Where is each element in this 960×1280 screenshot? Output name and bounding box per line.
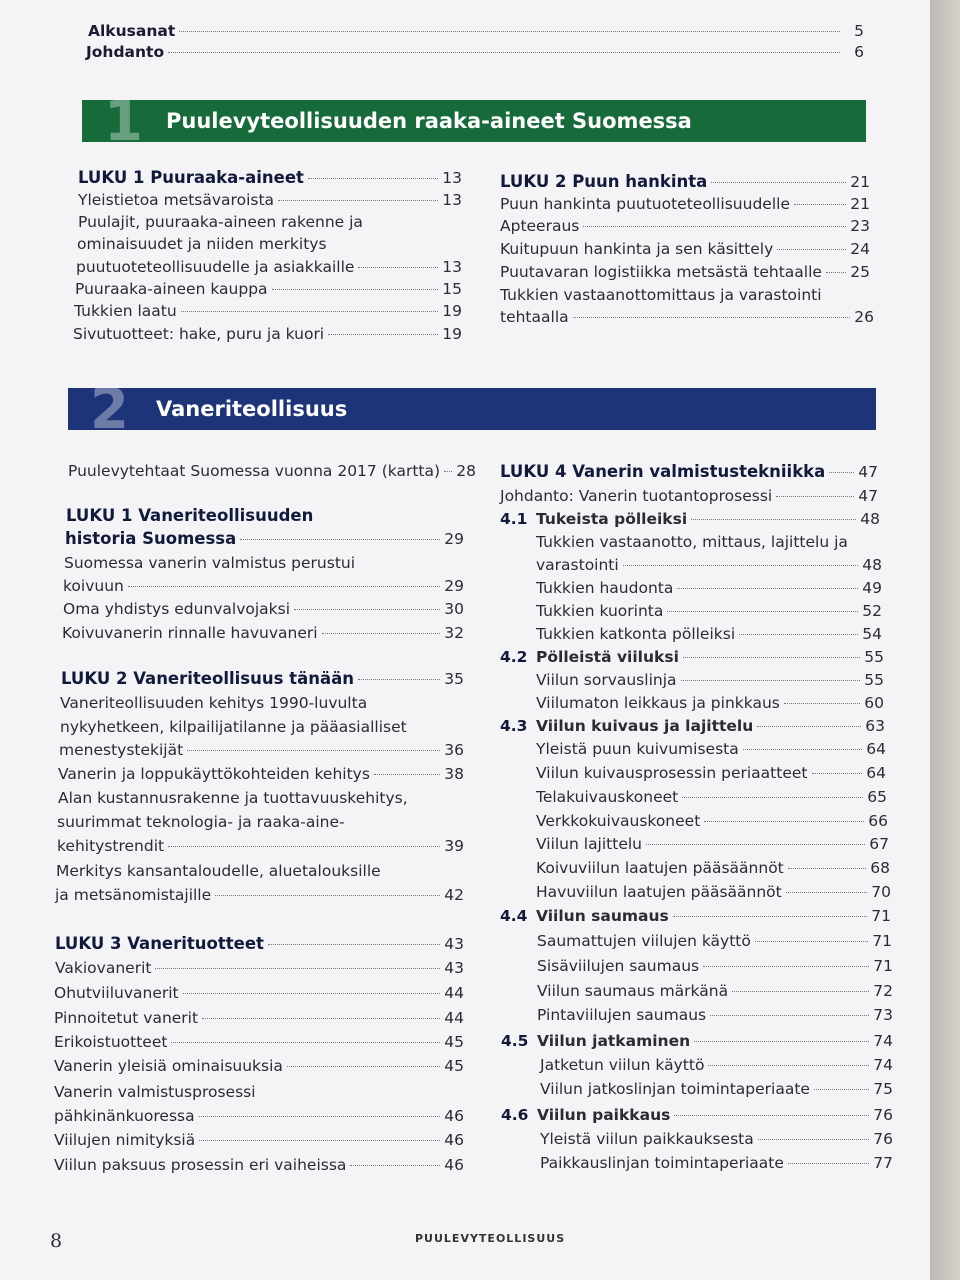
toc-entry: Koivuviilun laatujen pääsäännöt 68 <box>536 859 890 877</box>
toc-entry-line: Puulajit, puuraaka-aineen rakenne ja <box>78 213 363 231</box>
page-number: 8 <box>50 1230 63 1252</box>
part-title: Puulevyteollisuuden raaka-aineet Suomessa <box>166 109 692 133</box>
toc-entry-line: Vaneriteollisuuden kehitys 1990-luvulta <box>60 694 368 712</box>
toc-entry: Puutavaran logistiikka metsästä tehtaalle 25 <box>500 263 870 281</box>
toc-entry-johdanto: Johdanto 6 <box>86 43 864 61</box>
toc-entry: koivuun 29 <box>63 577 464 595</box>
toc-entry: Puun hankinta puutuoteteollisuudelle 21 <box>500 195 870 213</box>
toc-entry: Paikkauslinjan toimintaperiaate 77 <box>540 1154 893 1172</box>
toc-chapter: LUKU 2 Puun hankinta 21 <box>500 172 870 191</box>
toc-chapter: historia Suomessa 29 <box>65 529 464 548</box>
toc-entry: Tukkien katkonta pölleiksi 54 <box>536 625 882 643</box>
toc-entry-line: Merkitys kansantaloudelle, aluetalouksille <box>56 862 381 880</box>
toc-entry-alkusanat: Alkusanat 5 <box>88 22 864 40</box>
page-edge <box>930 0 960 1280</box>
toc-entry: puutuoteteollisuudelle ja asiakkaille 13 <box>76 258 462 276</box>
toc-entry: Viilumaton leikkaus ja pinkkaus 60 <box>536 694 884 712</box>
toc-entry: Puulevytehtaat Suomessa vuonna 2017 (kartta) 28 <box>68 462 477 480</box>
toc-section: 4.4 Viilun saumaus 71 <box>500 907 891 925</box>
running-footer-title: PUULEVYTEOLLISUUS <box>415 1232 566 1245</box>
toc-entry: Erikoistuotteet 45 <box>54 1033 464 1051</box>
toc-entry: Viilun sorvauslinja 55 <box>536 671 884 689</box>
toc-entry: Viilun kuivausprosessin periaatteet 64 <box>536 764 886 782</box>
toc-entry: Pintaviilujen saumaus 73 <box>537 1006 893 1024</box>
toc-entry-line: Tukkien vastaanottomittaus ja varastointi <box>500 286 822 304</box>
toc-chapter: LUKU 3 Vanerituotteet 43 <box>55 934 464 953</box>
part-title: Vaneriteollisuus <box>156 397 348 421</box>
toc-entry: Vanerin ja loppukäyttökohteiden kehitys 38 <box>58 765 464 783</box>
toc-entry-line: Alan kustannusrakenne ja tuottavuuskehitys, <box>58 789 408 807</box>
toc-entry: Kuitupuun hankinta ja sen käsittely 24 <box>500 240 870 258</box>
toc-section: 4.5 Viilun jatkaminen 74 <box>501 1032 893 1050</box>
toc-entry: Puuraaka-aineen kauppa 15 <box>75 280 462 298</box>
toc-entry: Oma yhdistys edunvalvojaksi 30 <box>63 600 464 618</box>
toc-entry: Verkkokuivauskoneet 66 <box>536 812 888 830</box>
toc-entry: Saumattujen viilujen käyttö 71 <box>537 932 892 950</box>
toc-entry-line: suurimmat teknologia- ja raaka-aine- <box>57 813 345 831</box>
toc-entry: Vanerin yleisiä ominaisuuksia 45 <box>54 1057 464 1075</box>
toc-entry: Viilun lajittelu 67 <box>536 835 889 853</box>
toc-chapter: LUKU 1 Puuraaka-aineet 13 <box>78 168 462 187</box>
toc-entry-line: Vanerin valmistusprosessi <box>54 1083 256 1101</box>
part-1-banner <box>82 89 866 154</box>
toc-section: 4.2 Pölleistä viiluksi 55 <box>500 648 884 666</box>
toc-entry: kehitystrendit 39 <box>57 837 464 855</box>
toc-entry-line: Tukkien vastaanotto, mittaus, lajittelu ja <box>536 533 848 551</box>
toc-entry: Tukkien haudonta 49 <box>536 579 882 597</box>
toc-entry: Koivuvanerin rinnalle havuvaneri 32 <box>62 624 464 642</box>
toc-entry: Jatketun viilun käyttö 74 <box>540 1056 893 1074</box>
toc-entry: Yleistä puun kuivumisesta 64 <box>536 740 886 758</box>
toc-entry: Ohutviiluvanerit 44 <box>54 984 464 1002</box>
toc-entry: Pinnoitetut vanerit 44 <box>54 1009 464 1027</box>
part-number: 2 <box>90 377 129 442</box>
toc-entry: Sisäviilujen saumaus 71 <box>537 957 893 975</box>
toc-entry: ja metsänomistajille 42 <box>55 886 464 904</box>
toc-section: 4.3 Viilun kuivaus ja lajittelu 63 <box>500 717 885 735</box>
toc-section: 4.6 Viilun paikkaus 76 <box>501 1106 893 1124</box>
toc-entry: Viilujen nimityksiä 46 <box>54 1131 464 1149</box>
toc-entry-line: ominaisuudet ja niiden merkitys <box>77 235 327 253</box>
toc-entry: varastointi 48 <box>536 556 882 574</box>
toc-entry: Havuviilun laatujen pääsäännöt 70 <box>536 883 891 901</box>
toc-section: 4.1 Tukeista pölleiksi 48 <box>500 510 880 528</box>
toc-chapter-line: LUKU 1 Vaneriteollisuuden <box>66 506 314 525</box>
toc-entry: Apteeraus 23 <box>500 217 870 235</box>
toc-entry: Johdanto: Vanerin tuotantoprosessi 47 <box>500 487 878 505</box>
toc-chapter: LUKU 4 Vanerin valmistustekniikka 47 <box>500 462 878 481</box>
toc-entry: Yleistietoa metsävaroista 13 <box>78 191 462 209</box>
toc-entry: Sivutuotteet: hake, puru ja kuori 19 <box>73 325 462 343</box>
toc-entry: Vakiovanerit 43 <box>55 959 464 977</box>
toc-entry: Viilun paksuus prosessin eri vaiheissa 46 <box>54 1156 464 1174</box>
toc-entry: Viilun saumaus märkänä 72 <box>537 982 893 1000</box>
toc-entry: menestystekijät 36 <box>59 741 464 759</box>
toc-entry: pähkinänkuoressa 46 <box>54 1107 464 1125</box>
toc-entry-line: nykyhetkeen, kilpailijatilanne ja pääasialliset <box>60 718 407 736</box>
part-number: 1 <box>104 89 143 154</box>
toc-entry: Yleistä viilun paikkauksesta 76 <box>540 1130 893 1148</box>
toc-entry: Tukkien kuorinta 52 <box>536 602 882 620</box>
toc-entry: Tukkien laatu 19 <box>74 302 462 320</box>
toc-entry: Telakuivauskoneet 65 <box>536 788 887 806</box>
toc-entry: Viilun jatkoslinjan toimintaperiaate 75 <box>540 1080 893 1098</box>
toc-chapter: LUKU 2 Vaneriteollisuus tänään 35 <box>61 669 464 688</box>
toc-entry-line: Suomessa vanerin valmistus perustui <box>64 554 356 572</box>
toc-entry: tehtaalla 26 <box>500 308 874 326</box>
part-2-banner <box>68 377 876 442</box>
